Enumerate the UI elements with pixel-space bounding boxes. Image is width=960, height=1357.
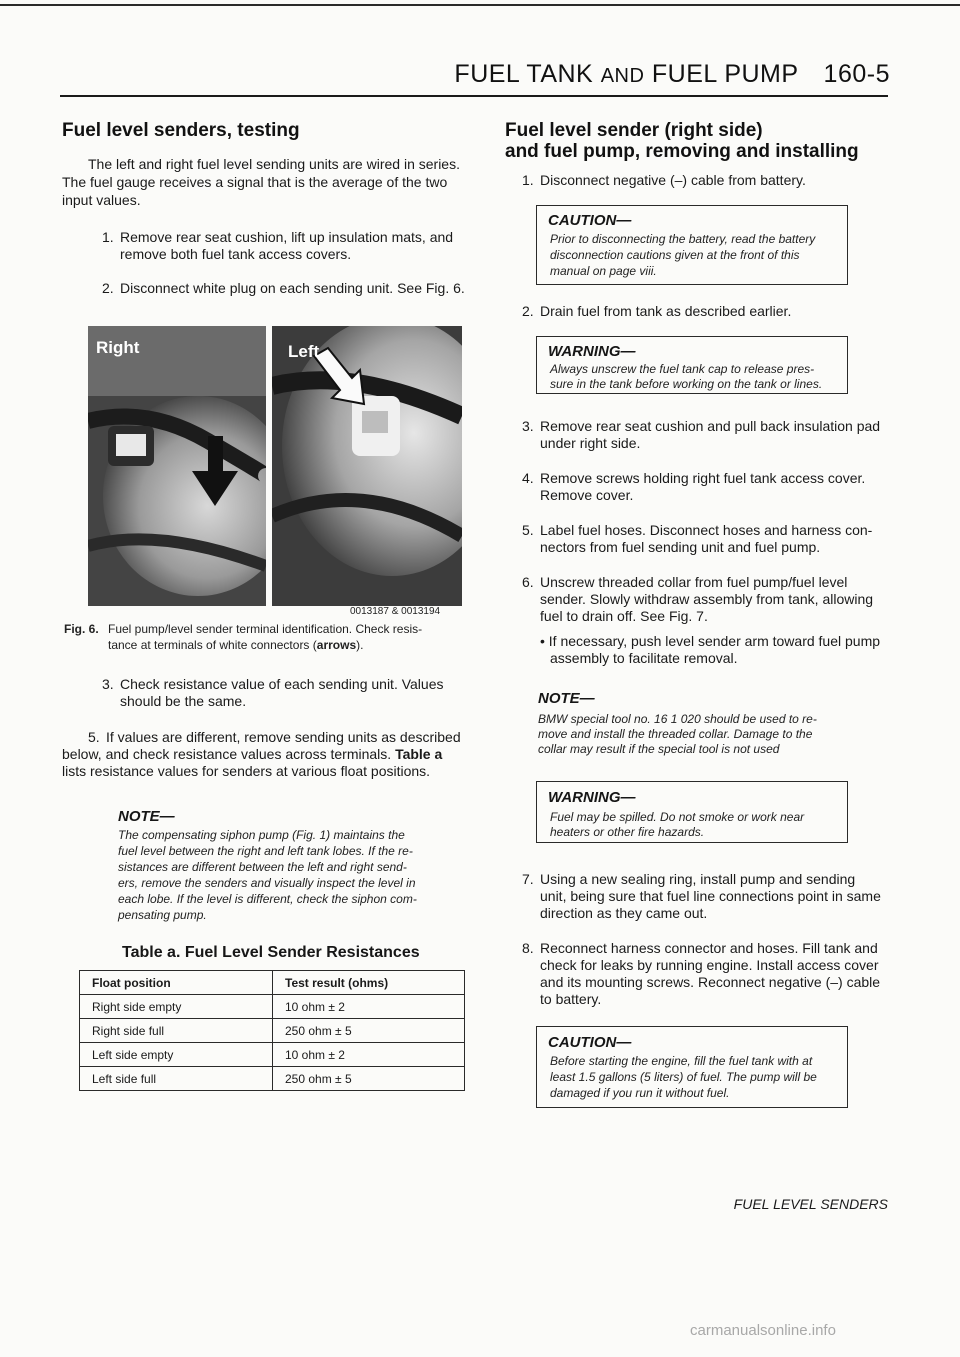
resistance-table bbox=[79, 970, 465, 1091]
step-text: Remove rear seat cushion, lift up insulation mats, and bbox=[120, 229, 454, 245]
warning-title: WARNING— bbox=[548, 789, 636, 806]
note-line: sistances are different between the left and right send- bbox=[118, 860, 407, 874]
caution-line: disconnection cautions given at the front of this bbox=[550, 248, 800, 262]
step-text: unit, being sure that fuel line connections point in same bbox=[540, 888, 881, 904]
step-number: 1. bbox=[522, 172, 534, 188]
step-text: to battery. bbox=[540, 991, 602, 1007]
step-text: Unscrew threaded collar from fuel pump/fuel level bbox=[540, 574, 848, 590]
watermark: carmanualsonline.info bbox=[690, 1322, 836, 1339]
step-text: Disconnect negative (–) cable from battery. bbox=[540, 172, 806, 188]
note-line: collar may result if the special tool is not used bbox=[538, 742, 780, 756]
step-text: Remove cover. bbox=[540, 487, 634, 503]
step-text: sender. Slowly withdraw assembly from tank, allowing bbox=[540, 591, 874, 607]
figure-caption-line: tance at terminals of white connectors (arrows). bbox=[108, 638, 364, 652]
note-line: BMW special tool no. 16 1 020 should be used to re- bbox=[538, 712, 817, 726]
head-word: AND bbox=[600, 65, 645, 87]
table-cell: 10 ohm ± 2 bbox=[273, 995, 465, 1019]
figure-number: Fig. 6. bbox=[64, 622, 99, 636]
table-row bbox=[80, 1043, 465, 1067]
step-number: 7. bbox=[522, 871, 534, 887]
intro-line: The left and right fuel level sending units are wired in series. bbox=[88, 156, 460, 172]
left-section-heading: Fuel level senders, testing bbox=[62, 120, 300, 141]
table-header-cell: Test result (ohms) bbox=[273, 971, 465, 995]
photo-left-illustration bbox=[272, 326, 462, 606]
caution-line: manual on page viii. bbox=[550, 264, 657, 278]
step-number: 3. bbox=[522, 418, 534, 434]
step-number: 1. bbox=[102, 229, 114, 245]
intro-line: input values. bbox=[62, 192, 141, 208]
footer-section-name: FUEL LEVEL SENDERS bbox=[733, 1196, 888, 1212]
note-line: each lobe. If the level is different, check the siphon com- bbox=[118, 892, 417, 906]
photo-right-illustration bbox=[88, 326, 266, 606]
table-row bbox=[80, 995, 465, 1019]
intro-line: The fuel gauge receives a signal that is the average of the two bbox=[62, 174, 448, 190]
step-text: Using a new sealing ring, install pump and sending bbox=[540, 871, 856, 887]
step-number: 2. bbox=[522, 303, 534, 319]
photo-id: 0013187 & 0013194 bbox=[350, 606, 441, 617]
caution-line: Before starting the engine, fill the fuel tank with at bbox=[550, 1054, 813, 1068]
step-text: under right side. bbox=[540, 435, 641, 451]
page-number: 160-5 bbox=[823, 60, 890, 88]
photo-right-sender bbox=[88, 326, 266, 606]
step-number: 6. bbox=[522, 574, 534, 590]
table-cell: Right side empty bbox=[80, 995, 273, 1019]
step-number: 2. bbox=[102, 280, 114, 296]
table-cell: Right side full bbox=[80, 1019, 273, 1043]
table-cell: 250 ohm ± 5 bbox=[273, 1019, 465, 1043]
head-word: PUMP bbox=[724, 60, 799, 88]
running-head bbox=[454, 60, 890, 89]
bullet-text: • If necessary, push level sender arm toward fuel pump bbox=[540, 633, 881, 649]
note-line: pensating pump. bbox=[118, 908, 207, 922]
step-text: Label fuel hoses. Disconnect hoses and harness con- bbox=[540, 522, 873, 538]
table-header-cell: Float position bbox=[80, 971, 273, 995]
caution-title: CAUTION— bbox=[548, 212, 632, 229]
caution-title: CAUTION— bbox=[548, 1034, 632, 1051]
header-rule bbox=[60, 95, 888, 97]
warning-title: WARNING— bbox=[548, 343, 636, 360]
step-text: If values are different, remove sending units as described bbox=[106, 729, 461, 745]
step-number: 4. bbox=[522, 470, 534, 486]
table-cell: 10 ohm ± 2 bbox=[273, 1043, 465, 1067]
table-row bbox=[80, 1067, 465, 1091]
step-text: Drain fuel from tank as described earlier. bbox=[540, 303, 792, 319]
step-number: 5. bbox=[88, 729, 100, 745]
step-text: below, and check resistance values across terminals. Table a bbox=[62, 746, 443, 762]
step-text: Disconnect white plug on each sending unit. See Fig. 6. bbox=[120, 280, 465, 296]
photo-label-left: Left bbox=[288, 342, 320, 361]
note-title: NOTE— bbox=[538, 690, 595, 707]
photo-left-sender bbox=[272, 326, 462, 606]
note-line: ers, remove the senders and visually inspect the level in bbox=[118, 876, 416, 890]
step-text: should be the same. bbox=[120, 693, 247, 709]
top-edge-rule bbox=[0, 4, 960, 6]
table-title: Table a. Fuel Level Sender Resistances bbox=[122, 944, 420, 961]
photo-label-right: Right bbox=[96, 338, 140, 357]
bullet-text: assembly to facilitate removal. bbox=[550, 650, 738, 666]
table-header-row bbox=[80, 971, 465, 995]
step-text: direction as they came out. bbox=[540, 905, 708, 921]
step-text: Remove screws holding right fuel tank access cover. bbox=[540, 470, 866, 486]
head-word: FUEL bbox=[454, 60, 520, 88]
step-number: 5. bbox=[522, 522, 534, 538]
right-section-heading: Fuel level sender (right side) bbox=[505, 120, 763, 141]
right-section-heading: and fuel pump, removing and installing bbox=[505, 141, 859, 162]
step-text: fuel to drain off. See Fig. 7. bbox=[540, 608, 708, 624]
caution-line: least 1.5 gallons (5 liters) of fuel. The pump will be bbox=[550, 1070, 817, 1084]
step-text: Check resistance value of each sending unit. Values bbox=[120, 676, 444, 692]
warning-line: sure in the tank before working on the tank or lines. bbox=[550, 377, 823, 391]
table-cell: 250 ohm ± 5 bbox=[273, 1067, 465, 1091]
step-text: Remove rear seat cushion and pull back insulation pad bbox=[540, 418, 881, 434]
note-line: The compensating siphon pump (Fig. 1) maintains the bbox=[118, 828, 405, 842]
note-title: NOTE— bbox=[118, 808, 175, 825]
figure-caption-line: Fuel pump/level sender terminal identification. Check resis- bbox=[108, 622, 423, 636]
step-number: 3. bbox=[102, 676, 114, 692]
step-text: lists resistance values for senders at various float positions. bbox=[62, 763, 431, 779]
table-row bbox=[80, 1019, 465, 1043]
step-text: and its mounting screws. Reconnect negative (–) cable bbox=[540, 974, 881, 990]
caution-line: Prior to disconnecting the battery, read the battery bbox=[550, 232, 816, 246]
step-number: 8. bbox=[522, 940, 534, 956]
step-text: check for leaks by running engine. Install access cover bbox=[540, 957, 879, 973]
note-line: fuel level between the right and left tank lobes. If the re- bbox=[118, 844, 413, 858]
table-cell: Left side full bbox=[80, 1067, 273, 1091]
note-line: move and install the threaded collar. Damage to the bbox=[538, 727, 813, 741]
warning-line: heaters or other fire hazards. bbox=[550, 825, 705, 839]
head-word: TANK bbox=[526, 60, 594, 88]
step-text: Reconnect harness connector and hoses. Fill tank and bbox=[540, 940, 878, 956]
warning-line: Fuel may be spilled. Do not smoke or work near bbox=[550, 810, 805, 824]
step-text: nectors from fuel sending unit and fuel pump. bbox=[540, 539, 821, 555]
head-word: FUEL bbox=[651, 60, 717, 88]
caution-line: damaged if you run it without fuel. bbox=[550, 1086, 730, 1100]
table-cell: Left side empty bbox=[80, 1043, 273, 1067]
step-text: remove both fuel tank access covers. bbox=[120, 246, 352, 262]
warning-line: Always unscrew the fuel tank cap to release pres- bbox=[550, 362, 815, 376]
